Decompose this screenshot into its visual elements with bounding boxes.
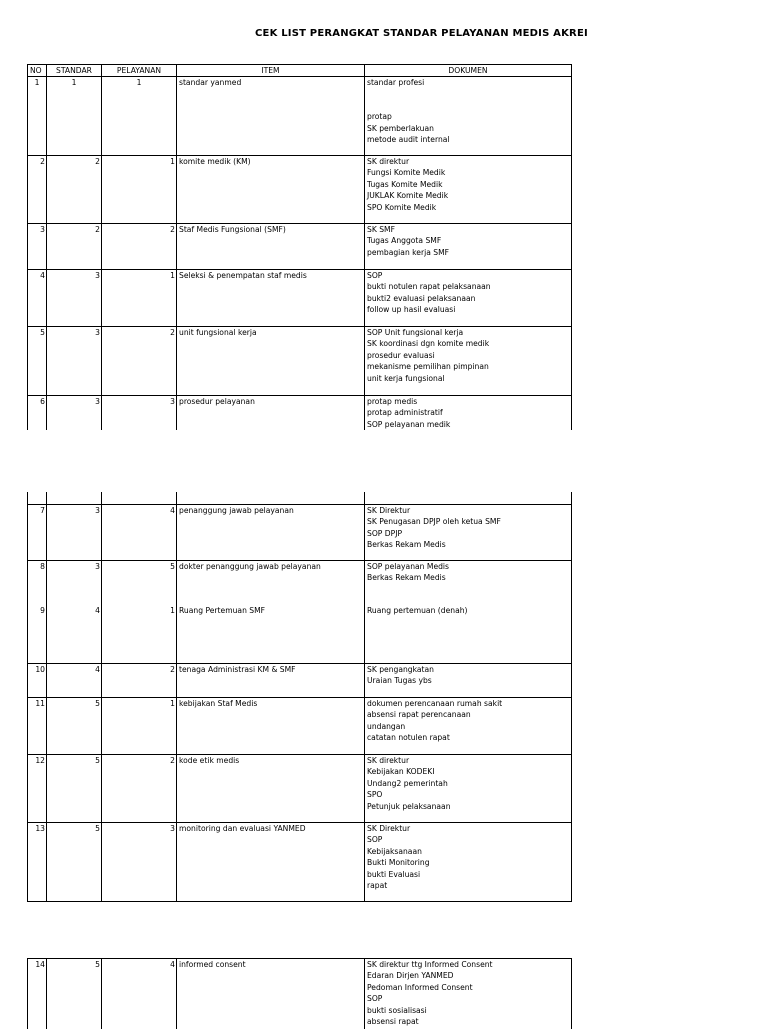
cell-dokumen: protap medis protap administratif SOP pelayanan medik — [365, 396, 572, 431]
cell-pelayanan: 1 — [102, 156, 177, 224]
checklist-table-part-2 — [27, 492, 572, 902]
cell-pelayanan: 3 — [102, 396, 177, 431]
cell-pelayanan: 2 — [102, 664, 177, 698]
header-pelayanan: PELAYANAN — [102, 65, 177, 77]
table-row — [28, 270, 572, 327]
cell-pelayanan: 1 — [102, 77, 177, 156]
cell-item: Staf Medis Fungsional (SMF) — [177, 224, 365, 270]
cell-no: 3 — [28, 224, 47, 270]
table-row — [28, 396, 572, 431]
cell-pelayanan: 1 — [102, 270, 177, 327]
header-dokumen: DOKUMEN — [365, 65, 572, 77]
cell-no: 12 — [28, 755, 47, 823]
cell-item: Ruang Pertemuan SMF — [177, 605, 365, 664]
table-header-row — [28, 65, 572, 77]
cell-standar: 5 — [47, 823, 102, 902]
cell-standar: 3 — [47, 561, 102, 605]
cell-dokumen: standar profesi protap SK pemberlakuan metode audit internal — [365, 77, 572, 156]
header-item: ITEM — [177, 65, 365, 77]
cell-dokumen: SK direktur Kebijakan KODEKI Undang2 pemerintah SPO Petunjuk pelaksanaan — [365, 755, 572, 823]
table-row — [28, 327, 572, 396]
table-row — [28, 77, 572, 156]
cell-pelayanan: 5 — [102, 561, 177, 605]
cell-standar: 5 — [47, 698, 102, 755]
cell-standar: 4 — [47, 664, 102, 698]
cell-dokumen: dokumen perencanaan rumah sakit absensi rapat perencanaan undangan catatan notulen rapat — [365, 698, 572, 755]
cell-dokumen: SK Direktur SOP Kebijaksanaan Bukti Monitoring bukti Evaluasi rapat — [365, 823, 572, 902]
cell-pelayanan: 1 — [102, 605, 177, 664]
cell-item: Seleksi & penempatan staf medis — [177, 270, 365, 327]
cell-dokumen: SOP pelayanan Medis Berkas Rekam Medis — [365, 561, 572, 605]
cell-item: informed consent — [177, 959, 365, 1029]
table-row — [28, 224, 572, 270]
cell-standar: 3 — [47, 505, 102, 561]
cell-item: dokter penanggung jawab pelayanan — [177, 561, 365, 605]
cell-standar: 1 — [47, 77, 102, 156]
table-row — [28, 698, 572, 755]
cell-item: penanggung jawab pelayanan — [177, 505, 365, 561]
table-continuation-strip — [28, 492, 572, 505]
cell-no: 9 — [28, 605, 47, 664]
cell-no: 10 — [28, 664, 47, 698]
cell-item: kode etik medis — [177, 755, 365, 823]
cell-standar: 3 — [47, 327, 102, 396]
cell-dokumen: SK SMF Tugas Anggota SMF pembagian kerja SMF — [365, 224, 572, 270]
cell-no: 5 — [28, 327, 47, 396]
cell-pelayanan: 2 — [102, 327, 177, 396]
cell-standar: 5 — [47, 755, 102, 823]
cell-item: prosedur pelayanan — [177, 396, 365, 431]
cell-no: 7 — [28, 505, 47, 561]
cell-item: tenaga Administrasi KM & SMF — [177, 664, 365, 698]
cell-item: monitoring dan evaluasi YANMED — [177, 823, 365, 902]
cell-pelayanan: 1 — [102, 698, 177, 755]
cell-pelayanan: 2 — [102, 224, 177, 270]
cell-standar: 4 — [47, 605, 102, 664]
cell-no: 13 — [28, 823, 47, 902]
cell-no: 14 — [28, 959, 47, 1029]
cell-dokumen: Ruang pertemuan (denah) — [365, 605, 572, 664]
table-row — [28, 505, 572, 561]
cell-dokumen: SOP Unit fungsional kerja SK koordinasi dgn komite medik prosedur evaluasi mekanisme pemilihan pimpinan unit kerja fungsional — [365, 327, 572, 396]
cell-item: komite medik (KM) — [177, 156, 365, 224]
cell-standar: 5 — [47, 959, 102, 1029]
cell-standar: 3 — [47, 270, 102, 327]
header-no: NO — [28, 65, 47, 77]
cell-no: 2 — [28, 156, 47, 224]
cell-pelayanan: 2 — [102, 755, 177, 823]
table-row — [28, 605, 572, 664]
cell-standar: 2 — [47, 224, 102, 270]
page-title: CEK LIST PERANGKAT STANDAR PELAYANAN MEDIS AKREI — [255, 28, 588, 39]
cell-dokumen: SK pengangkatan Uraian Tugas ybs — [365, 664, 572, 698]
table-row — [28, 755, 572, 823]
cell-item: unit fungsional kerja — [177, 327, 365, 396]
cell-no: 4 — [28, 270, 47, 327]
table-row — [28, 664, 572, 698]
cell-no: 1 — [28, 77, 47, 156]
cell-dokumen: SK Direktur SK Penugasan DPJP oleh ketua SMF SOP DPJP Berkas Rekam Medis — [365, 505, 572, 561]
cell-no: 8 — [28, 561, 47, 605]
cell-item: standar yanmed — [177, 77, 365, 156]
table-row — [28, 156, 572, 224]
cell-no: 11 — [28, 698, 47, 755]
checklist-table-part-3 — [27, 958, 572, 1029]
cell-pelayanan: 4 — [102, 959, 177, 1029]
cell-dokumen: SK direktur ttg Informed Consent Edaran Dirjen YANMED Pedoman Informed Consent SOP bukti sosialisasi absensi rapat — [365, 959, 572, 1029]
header-standar: STANDAR — [47, 65, 102, 77]
cell-standar: 3 — [47, 396, 102, 431]
checklist-table-part-1 — [27, 64, 572, 430]
cell-dokumen: SOP bukti notulen rapat pelaksanaan bukti2 evaluasi pelaksanaan follow up hasil evaluasi — [365, 270, 572, 327]
table-row — [28, 959, 572, 1029]
table-row — [28, 561, 572, 605]
cell-pelayanan: 3 — [102, 823, 177, 902]
cell-item: kebijakan Staf Medis — [177, 698, 365, 755]
cell-pelayanan: 4 — [102, 505, 177, 561]
cell-no: 6 — [28, 396, 47, 431]
table-row — [28, 823, 572, 902]
cell-dokumen: SK direktur Fungsi Komite Medik Tugas Komite Medik JUKLAK Komite Medik SPO Komite Medik — [365, 156, 572, 224]
cell-standar: 2 — [47, 156, 102, 224]
